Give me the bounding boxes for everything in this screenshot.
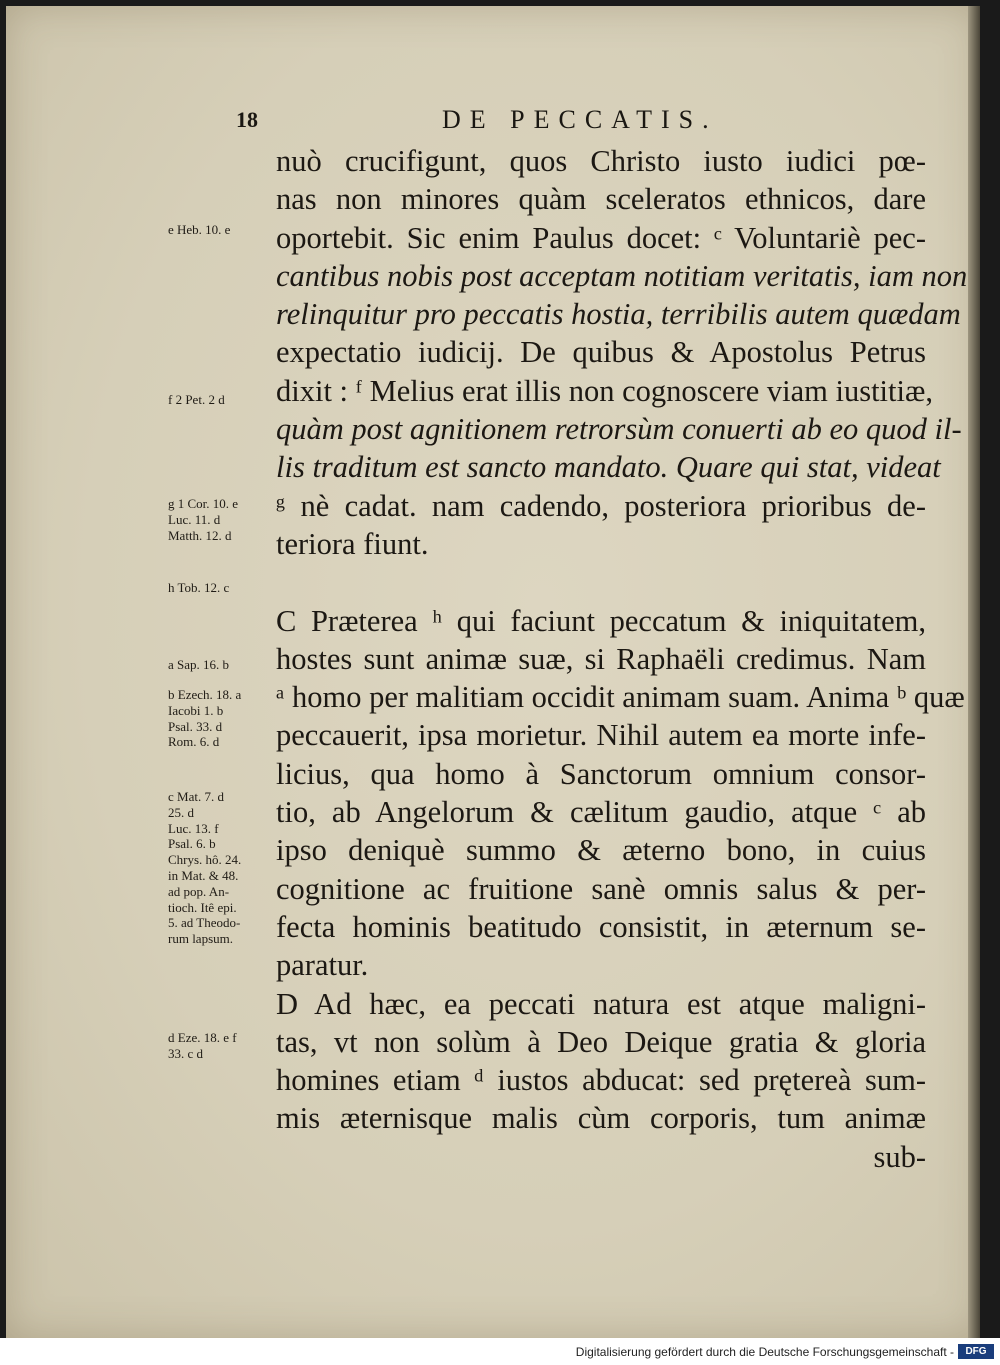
margin-note: ad pop. An- (168, 883, 230, 899)
body-line: C Præterea ʰ qui faciunt peccatum & iniquitatem, (276, 603, 926, 638)
body-line: tas, vt non solùm à Deo Deique gratia & gloria (276, 1024, 926, 1059)
margin-note: rum lapsum. (168, 931, 233, 947)
margin-note: Chrys. hô. 24. (168, 852, 242, 868)
margin-note: in Mat. & 48. (168, 867, 239, 883)
margin-note-group (168, 222, 272, 238)
margin-note-group (168, 496, 272, 543)
body-line: licius, qua homo à Sanctorum omnium consor- (276, 756, 926, 791)
body-line (276, 563, 926, 601)
margin-note: Luc. 13. f (168, 820, 219, 836)
body-line: ᵃ homo per malitiam occidit animam suam. Anima ᵇ quæ (276, 680, 965, 715)
page-edge-shadow (968, 6, 980, 1338)
margin-note-group (168, 392, 272, 408)
margin-note-group (168, 657, 272, 673)
body-line: tio, ab Angelorum & cælitum gaudio, atque ᶜ ab (276, 795, 926, 830)
margin-note-group (168, 789, 272, 947)
body-text (276, 142, 968, 1176)
margin-note-group (168, 687, 272, 750)
body-line: ᵍ nè cadat. nam cadendo, posteriora prioribus de- (276, 488, 926, 523)
body-line: mis æternisque malis cùm corporis, tum animæ (276, 1101, 926, 1136)
margin-note: 33. c d (168, 1045, 204, 1061)
body-line: nuò crucifigunt, quos Christo iusto iudici pœ- (276, 144, 926, 178)
page-header (180, 105, 780, 139)
margin-note: Iacobi 1. b (168, 702, 224, 718)
margin-note: h Tob. 12. c (168, 580, 230, 595)
footer-bar (0, 1338, 1000, 1365)
funding-credit: Digitalisierung gefördert durch die Deutsche Forschungsgemeinschaft - (575, 1345, 954, 1359)
body-line: paratur. (276, 948, 369, 983)
margin-note: tioch. Itê epi. (168, 899, 237, 915)
margin-note: Psal. 6. b (168, 836, 216, 852)
body-line: oportebit. Sic enim Paulus docet: ᶜ Voluntariè pec- (276, 220, 926, 255)
running-title: DE PECCATIS. (442, 105, 718, 134)
margin-note: Luc. 11. d (168, 511, 221, 527)
margin-note: e Heb. 10. e (168, 222, 231, 237)
margin-note: f 2 Pet. 2 d (168, 392, 225, 407)
margin-note: c Mat. 7. d (168, 789, 224, 804)
margin-note: d Eze. 18. e f (168, 1030, 237, 1045)
body-line: peccauerit, ipsa morietur. Nihil autem ea morte infe- (276, 718, 926, 753)
margin-note: b Ezech. 18. a (168, 687, 242, 702)
body-line: lis traditum est sancto mandato. Quare qui stat, videat (276, 450, 941, 485)
body-line: homines etiam ᵈ iustos abducat: sed prętereà sum- (276, 1063, 926, 1098)
margin-note: Rom. 6. d (168, 734, 220, 750)
body-line: nas non minores quàm sceleratos ethnicos, dare (276, 182, 926, 217)
body-line: quàm post agnitionem retrorsùm conuerti ab eo quod il- (276, 412, 962, 447)
margin-note: Psal. 33. d (168, 718, 223, 734)
body-line: fecta hominis beatitudo consistit, in æternum se- (276, 909, 926, 944)
page-number: 18 (236, 107, 258, 132)
body-line: teriora fiunt. (276, 526, 429, 561)
body-line: D Ad hæc, ea peccati natura est atque maligni- (276, 986, 926, 1021)
margin-note: Matth. 12. d (168, 527, 232, 543)
body-line: hostes sunt animæ suæ, si Raphaëli credimus. Nam (276, 641, 926, 676)
body-line: expectatio iudicij. De quibus & Apostolus Petrus (276, 335, 926, 370)
margin-note: a Sap. 16. b (168, 657, 230, 672)
margin-note: g 1 Cor. 10. e (168, 496, 239, 511)
margin-note-group (168, 580, 272, 596)
body-line: cantibus nobis post acceptam notitiam veritatis, iam non (276, 258, 968, 293)
body-line: dixit : ᶠ Melius erat illis non cognoscere viam iustitiæ, (276, 373, 933, 408)
body-line: relinquitur pro peccatis hostia, terribilis autem quædam (276, 297, 961, 332)
body-line: sub- (873, 1139, 926, 1174)
body-line: cognitione ac fruitione sanè omnis salus & per- (276, 871, 926, 906)
margin-note-group (168, 1030, 272, 1062)
margin-note: 25. d (168, 804, 194, 820)
dfg-logo: DFG (958, 1344, 994, 1359)
margin-note: 5. ad Theodo- (168, 915, 241, 931)
body-line: ipso deniquè summo & æterno bono, in cuius (276, 833, 926, 868)
